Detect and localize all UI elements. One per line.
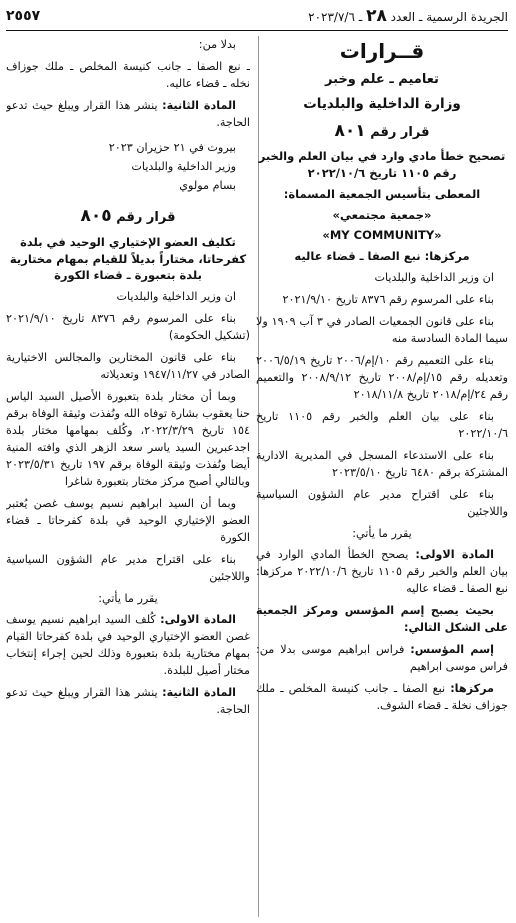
article-2 [6,684,250,718]
founder-line [256,641,508,675]
decision-number: ٨٠١ [334,120,366,141]
article-text: ينشر هذا القرار ويبلغ حيث تدعو الحاجة. [6,99,250,130]
paragraph: بناء على بيان العلم والخبر رقم ١١٠٥ تاريخ ٢٠٢٢/١٠/٦ [256,409,508,440]
paragraph: بناء على اقتراح مدير عام الشؤون السياسية واللاجئين [256,487,508,518]
paragraph: بناء على قانون المختارين والمجالس الاختيارية الصادر في ١٩٤٧/١١/٢٧ وتعديلاته [6,351,250,382]
issue-number: ٢٨ [366,6,387,27]
old-hq: ـ نبع الصفا ـ جانب كنيسة المخلص ـ ملك جوزاف نخله ـ قضاء عاليه. [6,60,250,91]
header-separator: ـ [358,10,363,25]
article-text: ينشر هذا القرار ويبلغ حيث تدعو الحاجة. [6,686,250,717]
section-title: قــرارات [339,39,425,63]
decision-heading-801 [256,119,508,145]
article-1 [256,546,508,597]
right-column [256,36,508,917]
signature-title: وزير الداخلية والبلديات [131,160,236,174]
decides-line: يقرر ما يأتي: [352,526,412,540]
paragraph: ان وزير الداخلية والبلديات [116,289,236,303]
signature-name: بسام مولوي [179,179,236,193]
hq-line [256,680,508,714]
page-number: ٢٥٥٧ [6,8,41,25]
decision-subject: تصحيح خطأ مادي وارد في بيان العلم والخبر رقم ١١٠٥ تاريخ ٢٠٢٢/١٠/٦ [258,149,506,181]
paragraph: بناء على التعميم رقم ١٠/إم/٢٠٠٦ تاريخ ٢٠٠٦/٥/١٩ وتعديله رقم ١٥/إم/٢٠٠٨ تاريخ ٢٠٠٨/٩/١٢ والتعميم رقم ٢٤/إم/٢٠١٨ تاريخ ٢٠١٨/١١/٨ [256,353,508,401]
paragraph: بناء على اقتراح مدير عام الشؤون السياسية واللاجئين [6,553,250,584]
association-given: المعطى بتأسيس الجمعية المسماة: [283,186,481,201]
issue-date: ٢٠٢٣/٧/٦ [308,10,355,25]
correction-title: بحيث يصبح إسم المؤسس ومركز الجمعية على الشكل التالي: [256,603,508,634]
paragraph: بناء على الاستدعاء المسجل في المديرية الادارية المشتركة برقم ٦٤٨٠ تاريخ ٢٠٢٣/٥/١٠ [256,448,508,479]
paragraph: بناء على قانون الجمعيات الصادر في ٣ آب ١٩٠٩ ولا سيما المادة السادسة منه [256,314,508,345]
article-label: المادة الاولى: [415,547,495,561]
page-header [6,4,508,31]
gazette-name: الجريدة الرسمية ـ العدد [390,10,508,25]
subsection-title: تعاميم ـ علم وخبر [325,72,439,88]
decision-label: قرار رقم [116,210,176,226]
founder-label: إسم المؤسس: [410,642,494,656]
gazette-title [308,4,508,30]
association-name-en: «MY COMMUNITY» [322,228,442,243]
decision-number: ٨٠٥ [80,206,112,227]
article-label: المادة الاولى: [160,613,236,627]
article-label: المادة الثانية: [162,686,237,700]
hq-text: نبع الصفا ـ جانب كنيسة المخلص ـ ملك جوزاف نخلة ـ قضاء الشوف. [256,681,508,712]
article-label: المادة الثانية: [162,99,237,113]
association-name-ar: «جمعية مجتمعي» [332,207,432,222]
decides-line: يقرر ما يأتي: [98,592,158,606]
decision-label: قرار رقم [370,124,430,140]
article-1 [6,611,250,679]
signature-date: بيروت في ٢١ حزيران ٢٠٢٣ [108,141,236,155]
association-hq: مركزها: نبع الصفا ـ قضاء عاليه [294,248,470,263]
ministry-title: وزارة الداخلية والبلديات [303,96,461,113]
paragraph: بناء على المرسوم رقم ٨٣٧٦ تاريخ ٢٠٢١/٩/١٠ (تشكيل الحكومة) [6,311,250,342]
article-text: يصحح الخطأ المادي الوارد في بيان العلم والخبر رقم ١١٠٥ تاريخ ٢٠٢٢/١٠/٦ مركزها: نبع الصفا ـ قضاء عاليه [256,547,508,595]
paragraph: بناء على المرسوم رقم ٨٣٧٦ تاريخ ٢٠٢١/٩/١٠ [282,292,494,306]
paragraph: وبما أن مختار بلدة بتعبورة الأصيل السيد الياس حنا يعقوب بشارة توفاه الله ونُفذت وثيقة الوفاة برقم ١٥٤ تاريخ ٢٠٢٢/٣/٢٩، وكُلف بمهامها مختار بلدة اجدعبرين السيد ياسر سعد الزهر الذي وافته المنية أيضا ونُفذت وثيقة الوفاة برقم ١٩٧ تاريخ ٢٠٢٣/٥/٣١ وبالتالي أصبح مركز مختار بتعبورة شاغرا [6,390,250,489]
article-text: كُلف السيد ابراهيم نسيم يوسف غصن العضو الإختياري الوحيد في بلدة كفرحاتا القيام بمهام مختارية بلدة بتعبورة وذلك لحين إجراء إنتخاب مختار أصيل للبلدة. [6,613,250,678]
decision-subject: تكليف العضو الإختياري الوحيد في بلدة كفرحاتا، مختاراً بديلاً للقيام بمهام مختارية بلدة بتعبورة ـ قضاء الكورة [9,234,247,283]
founder-text: فراس ابراهيم موسى بدلا من: فراس موسى ابراهيم [256,642,508,673]
hq-label: مركزها: [450,681,494,695]
instead-label: بدلا من: [198,38,236,51]
paragraph: ان وزير الداخلية والبلديات [374,270,494,284]
article-2 [6,97,250,131]
left-column [6,36,250,917]
decision-heading-805 [6,204,250,230]
paragraph: وبما أن السيد ابراهيم نسيم يوسف غصن يُعتبر العضو الإختياري الوحيد في بلدة كفرحاتا ـ قضاء الكورة [6,497,250,545]
